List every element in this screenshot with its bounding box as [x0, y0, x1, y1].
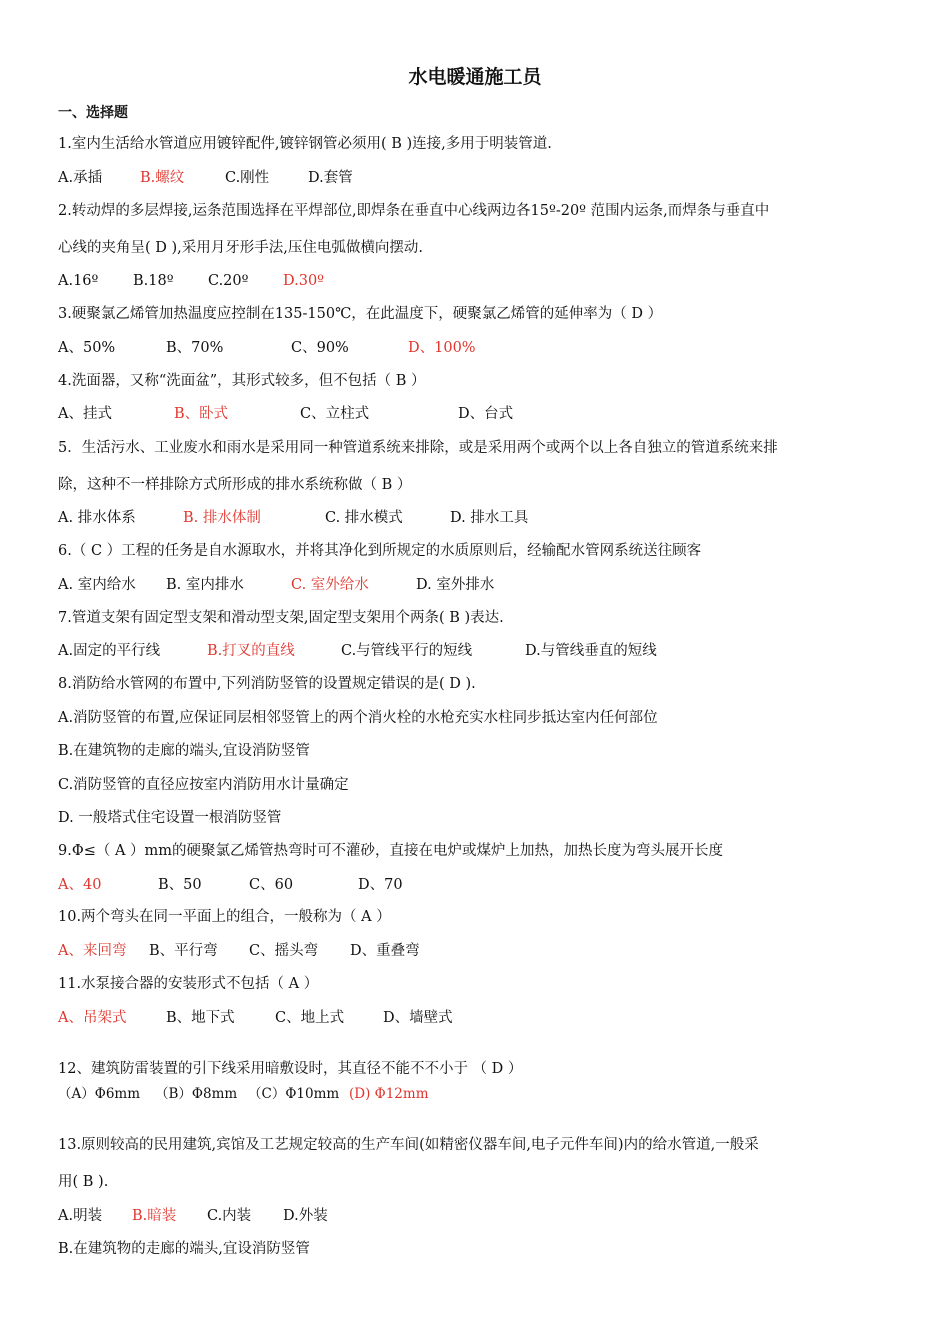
q9-option-b: B、50 — [158, 877, 202, 893]
q4-option-a: A、挂式 — [58, 406, 112, 422]
q8-option-d: D. 一般塔式住宅设置一根消防竖管 — [58, 810, 282, 826]
q10-option-a-answer: A、来回弯 — [58, 943, 127, 959]
q3-option-a: A、50% — [58, 340, 116, 356]
q12-option-b: （B）Φ8mm — [155, 1086, 238, 1102]
q10-option-b: B、平行弯 — [149, 943, 218, 959]
q4-option-d: D、台式 — [458, 406, 514, 422]
q2-option-a: A.16º — [58, 273, 99, 289]
q6-option-d: D. 室外排水 — [416, 577, 495, 593]
trailing-line: B.在建筑物的走廊的端头,宜设消防竖管 — [58, 1241, 310, 1257]
q7-option-c: C.与管线平行的短线 — [341, 643, 473, 659]
q1-option-b-answer: B.螺纹 — [140, 170, 185, 186]
q7-option-d: D.与管线垂直的短线 — [525, 643, 657, 659]
question-3: 3.硬聚氯乙烯管加热温度应控制在135-150℃，在此温度下，硬聚氯乙烯管的延伸率为（ D ） — [58, 306, 663, 322]
q1-option-d: D.套管 — [308, 170, 353, 186]
question-4: 4.洗面器，又称“洗面盆”，其形式较多，但不包括（ B ） — [58, 373, 426, 389]
q9-option-a-answer: A、40 — [58, 877, 102, 893]
q8-option-a: A.消防竖管的布置,应保证同层相邻竖管上的两个消火栓的水枪充实水柱同步抵达室内任何部位 — [58, 710, 658, 726]
q3-option-c: C、90% — [291, 340, 349, 356]
q3-option-d-answer: D、100% — [408, 340, 476, 356]
q4-option-b-answer: B、卧式 — [174, 406, 229, 422]
q7-option-a: A.固定的平行线 — [58, 643, 161, 659]
q13-option-b-answer: B.暗装 — [132, 1208, 177, 1224]
q10-option-d: D、重叠弯 — [350, 943, 420, 959]
q6-option-c-answer: C. 室外给水 — [291, 577, 369, 593]
question-13-line-2: 用( B ). — [58, 1174, 109, 1190]
q13-option-d: D.外装 — [283, 1208, 328, 1224]
q5-option-b-answer: B. 排水体制 — [183, 510, 261, 526]
question-8: 8.消防给水管网的布置中,下列消防竖管的设置规定错误的是( D ). — [58, 676, 476, 692]
q3-option-b: B、70% — [166, 340, 224, 356]
question-12: 12、建筑防雷装置的引下线采用暗敷设时，其直径不能不不小于 （ D ） — [58, 1061, 523, 1077]
q6-option-a: A. 室内给水 — [58, 577, 136, 593]
q13-option-c: C.内装 — [207, 1208, 252, 1224]
q7-option-b-answer: B.打叉的直线 — [207, 643, 295, 659]
q2-option-c: C.20º — [208, 273, 249, 289]
q12-option-d-answer: (D) Φ12mm — [349, 1086, 429, 1102]
question-1: 1.室内生活给水管道应用镀锌配件,镀锌钢管必须用( B )连接,多用于明装管道. — [58, 136, 552, 152]
q8-option-c: C.消防竖管的直径应按室内消防用水计量确定 — [58, 777, 349, 793]
question-6: 6.（ C ）工程的任务是自水源取水，并将其净化到所规定的水质原则后，经输配水管网系统送往顾客 — [58, 543, 702, 559]
question-9: 9.Φ≤（ A ）mm的硬聚氯乙烯管热弯时可不灌砂，直接在电炉或煤炉上加热，加热长度为弯头展开长度 — [58, 843, 724, 859]
q12-option-a: （A）Φ6mm — [58, 1086, 141, 1102]
q11-option-a-answer: A、吊架式 — [58, 1010, 127, 1026]
q4-option-c: C、立柱式 — [300, 406, 370, 422]
q6-option-b: B. 室内排水 — [166, 577, 244, 593]
question-7: 7.管道支架有固定型支架和滑动型支架,固定型支架用个两条( B )表达. — [58, 610, 504, 626]
question-5-line-1: 5．生活污水、工业废水和雨水是采用同一种管道系统来排除，或是采用两个或两个以上各自独立的管道系统来排 — [58, 440, 778, 456]
question-13-line-1: 13.原则较高的民用建筑,宾馆及工艺规定较高的生产车间(如精密仪器车间,电子元件车间)内的给水管道,一般采 — [58, 1137, 759, 1153]
section-heading: 一、选择题 — [58, 105, 128, 121]
question-5-line-2: 除，这种不一样排除方式所形成的排水系统称做（ B ） — [58, 477, 412, 493]
q13-option-a: A.明装 — [58, 1208, 103, 1224]
q2-option-d-answer: D.30º — [283, 273, 324, 289]
q1-option-a: A.承插 — [58, 170, 103, 186]
question-2-line-1: 2.转动焊的多层焊接,运条范围选择在平焊部位,即焊条在垂直中心线两边各15º-20º 范围内运条,而焊条与垂直中 — [58, 203, 770, 219]
question-11: 11.水泵接合器的安装形式不包括（ A ） — [58, 976, 319, 992]
question-2-line-2: 心线的夹角呈( D ),采用月牙形手法,压住电弧做横向摆动. — [58, 240, 423, 256]
q11-option-d: D、墙壁式 — [383, 1010, 453, 1026]
q8-option-b: B.在建筑物的走廊的端头,宜设消防竖管 — [58, 743, 310, 759]
q5-option-d: D. 排水工具 — [450, 510, 529, 526]
document-title: 水电暖通施工员 — [408, 66, 542, 88]
q5-option-a: A. 排水体系 — [58, 510, 136, 526]
q2-option-b: B.18º — [133, 273, 174, 289]
q11-option-b: B、地下式 — [166, 1010, 235, 1026]
q5-option-c: C. 排水模式 — [325, 510, 403, 526]
q1-option-c: C.刚性 — [225, 170, 270, 186]
q10-option-c: C、摇头弯 — [249, 943, 319, 959]
q9-option-c: C、60 — [249, 877, 294, 893]
question-10: 10.两个弯头在同一平面上的组合，一般称为（ A ） — [58, 909, 391, 925]
q9-option-d: D、70 — [358, 877, 403, 893]
q11-option-c: C、地上式 — [275, 1010, 345, 1026]
q12-option-c: （C）Φ10mm — [248, 1086, 340, 1102]
